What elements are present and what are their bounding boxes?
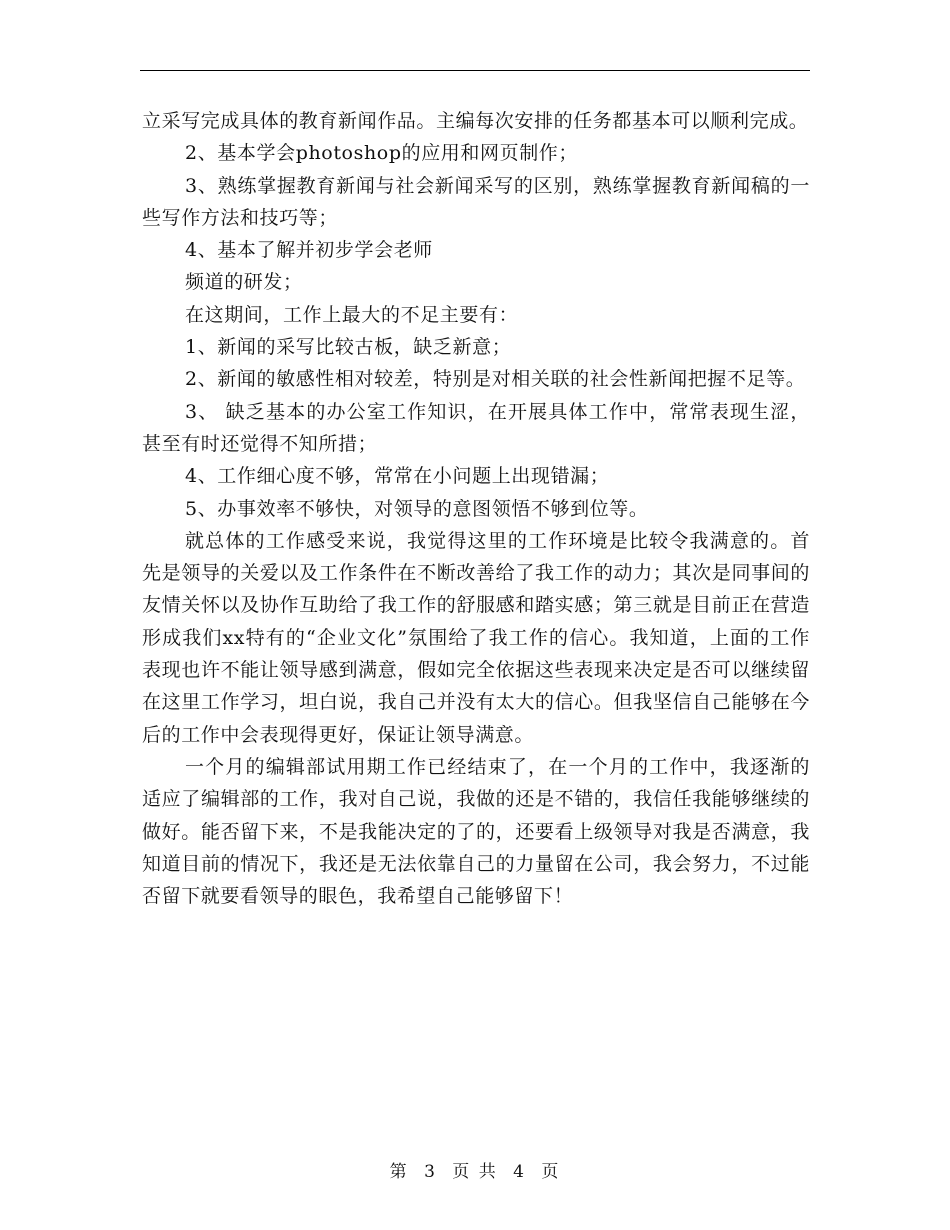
paragraph: 3、熟练掌握教育新闻与社会新闻采写的区别，熟练掌握教育新闻稿的一些写作方法和技巧等； xyxy=(142,174,810,229)
paragraph: 4、基本了解并初步学会老师 xyxy=(185,239,433,262)
footer-middle: 页 共 xyxy=(452,1162,498,1182)
paragraph: 在这期间，工作上最大的不足主要有： xyxy=(185,303,519,326)
paragraph: 频道的研发； xyxy=(185,271,303,294)
paragraph: 一个月的编辑部试用期工作已经结束了，在一个月的工作中，我逐渐的适应了编辑部的工作，我对自己说，我做的还是不错的，我信任我能够继续的做好。能否留下来，不是我能决定的了的，还要看上级领导对我是否满意，我知道目前的情况下，我还是无法依靠自己的力量留在公司，我会努力，不过能否留下就要看领导的眼色，我希望自己能够留下！ xyxy=(142,755,810,908)
paragraph: 立采写完成具体的教育新闻作品。主编每次安排的任务都基本可以顺利完成。 xyxy=(142,110,809,132)
paragraph: 2、基本学会photoshop的应用和网页制作； xyxy=(185,142,578,165)
paragraph: 4、工作细心度不够，常常在小问题上出现错漏； xyxy=(185,465,610,488)
page-footer xyxy=(0,1157,950,1182)
header-rule xyxy=(140,70,810,71)
paragraph: 2、新闻的敏感性相对较差，特别是对相关联的社会性新闻把握不足等。 xyxy=(185,368,806,391)
paragraph: 就总体的工作感受来说，我觉得这里的工作环境是比较令我满意的。首先是领导的关爱以及工作条件在不断改善给了我工作的动力；其次是同事间的友情关怀以及协作互助给了我工作的舒服感和踏实感；第三就是目前正在营造形成我们xx特有的“企业文化”氛围给了我工作的信心。我知道，上面的工作表现也许不能让领导感到满意，假如完全依据这些表现来决定是否可以继续留在这里工作学习，坦白说，我自己并没有太大的信心。但我坚信自己能够在今后的工作中会表现得更好，保证让领导满意。 xyxy=(142,529,810,746)
total-page-count: 4 xyxy=(513,1162,526,1182)
paragraph: 5、办事效率不够快，对领导的意图领悟不够到位等。 xyxy=(185,497,649,520)
body-text xyxy=(142,105,810,912)
paragraph: 3、 缺乏基本的办公室工作知识，在开展具体工作中，常常表现生涩，甚至有时还觉得不知所措； xyxy=(142,400,810,455)
footer-prefix: 第 xyxy=(389,1162,409,1182)
paragraph: 1、新闻的采写比较古板，缺乏新意； xyxy=(185,336,512,359)
footer-suffix: 页 xyxy=(541,1162,561,1182)
current-page-number: 3 xyxy=(424,1162,437,1182)
